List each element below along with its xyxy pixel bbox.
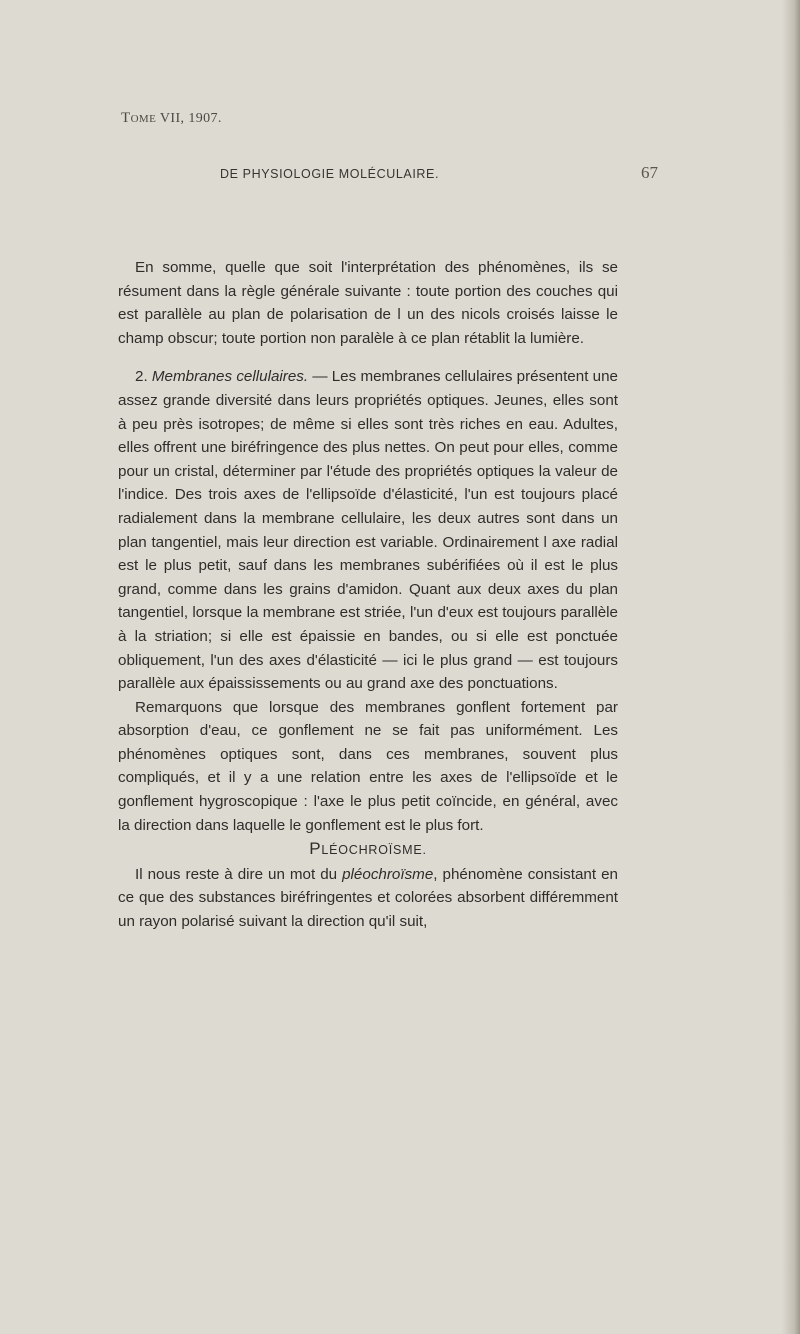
pleochroisme-term: pléochroïsme xyxy=(342,865,434,883)
running-head: DE PHYSIOLOGIE MOLÉCULAIRE. xyxy=(220,167,440,181)
page-edge-shadow xyxy=(782,0,800,1334)
item-number: 2. xyxy=(135,368,152,386)
paragraph-summary: En somme, quelle que soit l'interprétation des phénomènes, ils se résument dans la règle générale suivante : toute portion des couches qui est parallèle au plan de polarisation de l un des nicols croisés laisse le champ obscur; toute portion non paralèle à ce plan rétablit la lumière. xyxy=(118,259,618,347)
paragraph-membranes xyxy=(118,365,618,695)
volume-label: TOME VII, 1907. xyxy=(121,110,222,126)
item-title: Membranes cellulaires. xyxy=(151,368,309,386)
item-text: — Les membranes cellulaires présentent une assez grande diversité dans leurs propriétés optiques. Jeunes, elles sont à peu près isotropes; de même si elles sont très riches en eau. Adultes, elles offrent une biréfringence des plus nettes. On peut pour elles, comme pour un cristal, déterminer par l'étude des propriétés optiques la valeur de l'indice. Des trois axes de l'ellipsoïde d'élasticité, l'un est toujours placé radialement dans la membrane cellulaire, les deux autres sont dans un plan tangentiel, mais leur direction est variable. Ordinairement l axe radial est le plus petit, sauf dans les membranes subérifiées où il est le plus grand, comme dans les grains d'amidon. Quant aux deux axes du plan tangentiel, lorsque la membrane est striée, l'un d'eux est toujours parallèle à la striation; si elle est épaissie en bandes, ou si elle est ponctuée obliquement, l'un des axes d'élasticité — ici le plus grand — est toujours parallèle aux épaississements ou au grand axe des ponctuations. xyxy=(118,368,618,693)
page-number: 67 xyxy=(641,163,658,182)
paragraph-gonflement: Remarquons que lorsque des membranes gonflent fortement par absorption d'eau, ce gonflement ne se fait pas uniformément. Les phénomènes optiques sont, dans ces membranes, souvent plus compliqués, et il y a une relation entre les axes de l'ellipsoïde et le gonflement hygroscopique : l'axe le plus petit coïncide, en général, avec la direction dans laquelle le gonflement est le plus fort. xyxy=(118,698,618,834)
paragraph-pleochroisme: Il nous reste à dire un mot du pléochroïsme, phénomène consistant en ce que des substances biréfringentes et colorées absorbent différemment un rayon polarisé suivant la direction qu'il suit, xyxy=(118,865,618,931)
body-text xyxy=(118,256,618,934)
section-heading: PLÉOCHROÏSME. xyxy=(309,839,427,859)
